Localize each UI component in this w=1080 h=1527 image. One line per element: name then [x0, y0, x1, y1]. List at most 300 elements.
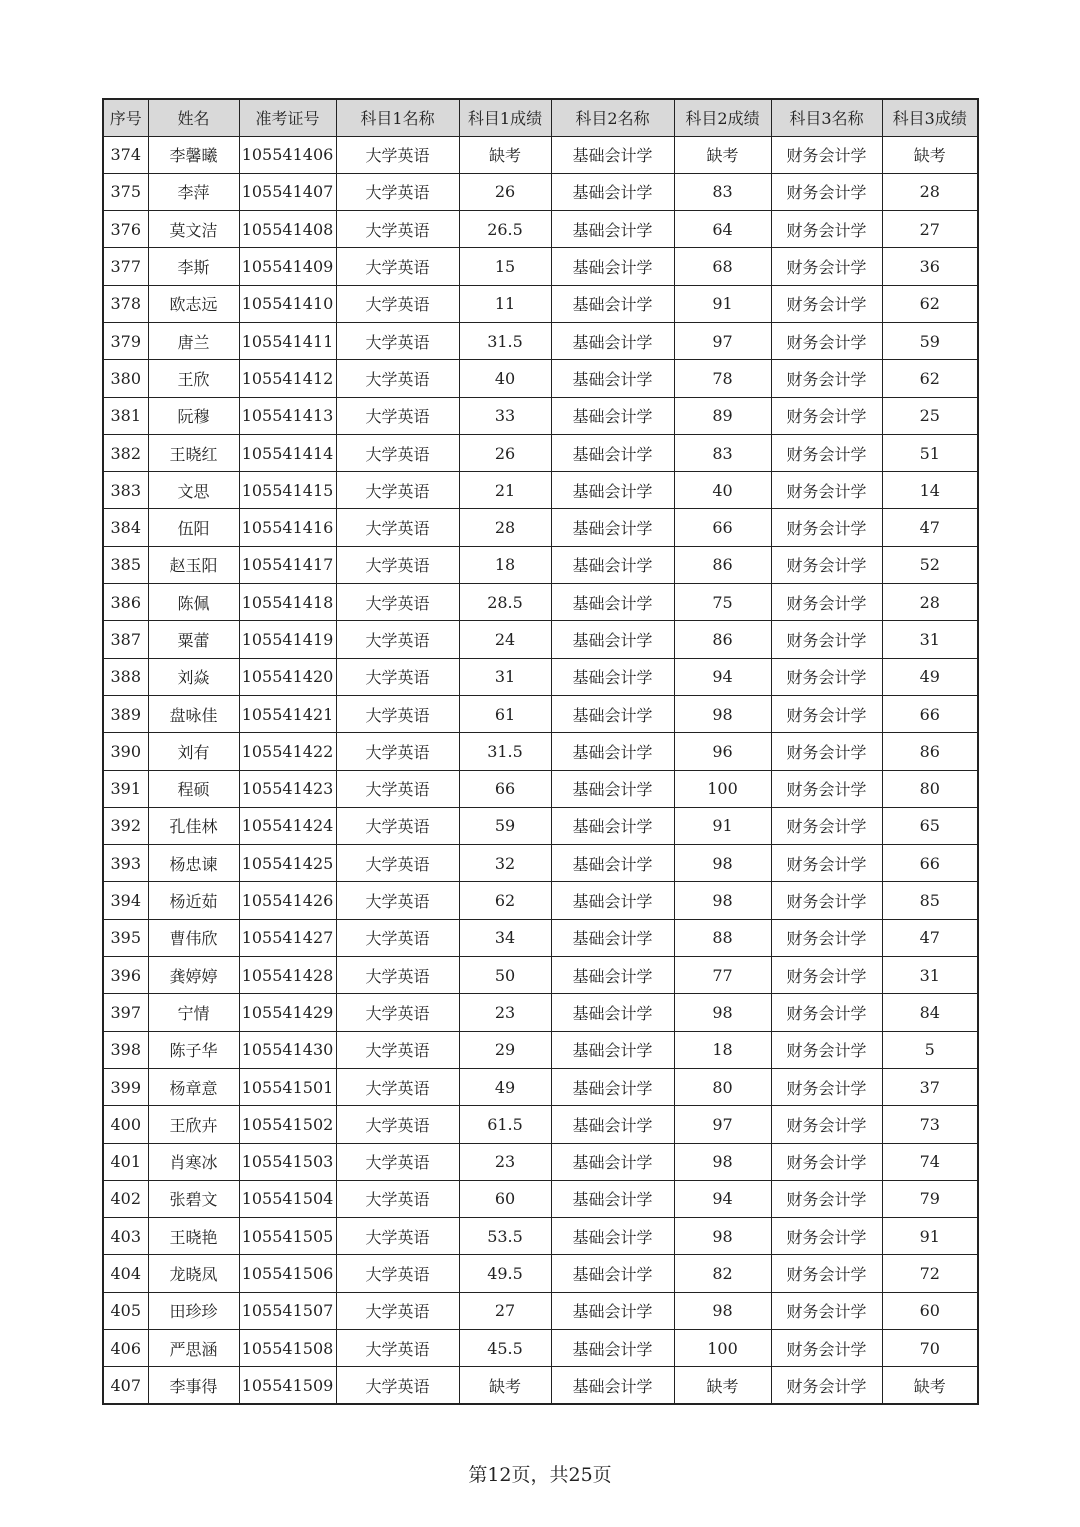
cell-subject3-name: 财务会计学 — [771, 1068, 882, 1105]
cell-subject2-name: 基础会计学 — [551, 919, 674, 956]
cell-subject2-name: 基础会计学 — [551, 434, 674, 471]
cell-subject2-score: 缺考 — [674, 136, 771, 173]
cell-subject3-name: 财务会计学 — [771, 509, 882, 546]
cell-exam-id: 105541411 — [239, 322, 336, 359]
cell-exam-id: 105541425 — [239, 845, 336, 882]
cell-subject2-score: 86 — [674, 546, 771, 583]
cell-name: 龙晓凤 — [148, 1255, 239, 1292]
cell-exam-id: 105541421 — [239, 695, 336, 732]
cell-subject2-score: 98 — [674, 1143, 771, 1180]
cell-name: 曹伟欣 — [148, 919, 239, 956]
cell-seq: 390 — [103, 733, 148, 770]
cell-seq: 391 — [103, 770, 148, 807]
table-row — [103, 1255, 978, 1292]
cell-subject3-name: 财务会计学 — [771, 1180, 882, 1217]
cell-subject3-score: 79 — [882, 1180, 978, 1217]
header-subject2-score: 科目2成绩 — [674, 99, 771, 136]
cell-subject2-score: 91 — [674, 807, 771, 844]
cell-seq: 403 — [103, 1218, 148, 1255]
cell-subject2-name: 基础会计学 — [551, 1292, 674, 1329]
cell-subject1-score: 60 — [459, 1180, 551, 1217]
cell-subject1-name: 大学英语 — [336, 322, 459, 359]
cell-name: 李馨曦 — [148, 136, 239, 173]
cell-subject2-score: 83 — [674, 434, 771, 471]
cell-subject2-score: 77 — [674, 957, 771, 994]
cell-subject2-score: 18 — [674, 1031, 771, 1068]
header-seq: 序号 — [103, 99, 148, 136]
cell-subject1-name: 大学英语 — [336, 994, 459, 1031]
cell-subject3-score: 86 — [882, 733, 978, 770]
cell-subject1-name: 大学英语 — [336, 957, 459, 994]
cell-subject2-name: 基础会计学 — [551, 658, 674, 695]
cell-subject2-name: 基础会计学 — [551, 472, 674, 509]
cell-subject2-score: 缺考 — [674, 1367, 771, 1404]
cell-subject2-score: 83 — [674, 173, 771, 210]
cell-subject3-score: 65 — [882, 807, 978, 844]
cell-name: 杨近茹 — [148, 882, 239, 919]
cell-name: 田珍珍 — [148, 1292, 239, 1329]
cell-exam-id: 105541504 — [239, 1180, 336, 1217]
cell-exam-id: 105541406 — [239, 136, 336, 173]
table-row — [103, 1031, 978, 1068]
cell-seq: 399 — [103, 1068, 148, 1105]
cell-subject3-score: 60 — [882, 1292, 978, 1329]
cell-subject2-score: 98 — [674, 994, 771, 1031]
cell-subject1-name: 大学英语 — [336, 434, 459, 471]
cell-subject2-score: 88 — [674, 919, 771, 956]
cell-subject3-name: 财务会计学 — [771, 211, 882, 248]
cell-subject1-score: 49.5 — [459, 1255, 551, 1292]
cell-subject1-score: 23 — [459, 994, 551, 1031]
cell-subject2-score: 97 — [674, 1106, 771, 1143]
cell-seq: 387 — [103, 621, 148, 658]
table-row — [103, 211, 978, 248]
cell-subject2-score: 100 — [674, 770, 771, 807]
cell-seq: 393 — [103, 845, 148, 882]
cell-subject3-name: 财务会计学 — [771, 360, 882, 397]
table-row — [103, 994, 978, 1031]
cell-subject1-score: 66 — [459, 770, 551, 807]
table-row — [103, 882, 978, 919]
table-row — [103, 584, 978, 621]
cell-subject2-score: 78 — [674, 360, 771, 397]
cell-subject2-score: 75 — [674, 584, 771, 621]
cell-subject3-name: 财务会计学 — [771, 1143, 882, 1180]
cell-subject3-name: 财务会计学 — [771, 882, 882, 919]
table-row — [103, 285, 978, 322]
cell-subject2-score: 66 — [674, 509, 771, 546]
cell-subject3-name: 财务会计学 — [771, 1367, 882, 1404]
cell-seq: 379 — [103, 322, 148, 359]
cell-name: 唐兰 — [148, 322, 239, 359]
cell-subject1-name: 大学英语 — [336, 1367, 459, 1404]
cell-subject1-name: 大学英语 — [336, 882, 459, 919]
cell-subject3-score: 85 — [882, 882, 978, 919]
cell-subject3-score: 49 — [882, 658, 978, 695]
cell-subject2-name: 基础会计学 — [551, 695, 674, 732]
cell-seq: 389 — [103, 695, 148, 732]
cell-subject1-name: 大学英语 — [336, 695, 459, 732]
table-row — [103, 1180, 978, 1217]
cell-subject1-name: 大学英语 — [336, 136, 459, 173]
header-exam-id: 准考证号 — [239, 99, 336, 136]
cell-subject1-score: 62 — [459, 882, 551, 919]
cell-subject2-score: 64 — [674, 211, 771, 248]
cell-subject3-name: 财务会计学 — [771, 285, 882, 322]
cell-subject1-score: 53.5 — [459, 1218, 551, 1255]
cell-subject2-score: 98 — [674, 845, 771, 882]
table-row — [103, 919, 978, 956]
cell-subject1-name: 大学英语 — [336, 1106, 459, 1143]
cell-subject3-name: 财务会计学 — [771, 919, 882, 956]
cell-subject3-score: 73 — [882, 1106, 978, 1143]
cell-subject1-score: 40 — [459, 360, 551, 397]
cell-subject3-score: 80 — [882, 770, 978, 807]
cell-name: 杨章意 — [148, 1068, 239, 1105]
cell-subject2-name: 基础会计学 — [551, 994, 674, 1031]
table-row — [103, 658, 978, 695]
cell-subject2-score: 97 — [674, 322, 771, 359]
cell-subject1-name: 大学英语 — [336, 621, 459, 658]
header-subject1-score: 科目1成绩 — [459, 99, 551, 136]
cell-seq: 375 — [103, 173, 148, 210]
cell-seq: 405 — [103, 1292, 148, 1329]
cell-subject2-score: 94 — [674, 1180, 771, 1217]
cell-subject2-name: 基础会计学 — [551, 1143, 674, 1180]
cell-subject1-score: 缺考 — [459, 1367, 551, 1404]
cell-subject3-name: 财务会计学 — [771, 994, 882, 1031]
cell-subject2-name: 基础会计学 — [551, 509, 674, 546]
cell-subject1-name: 大学英语 — [336, 1143, 459, 1180]
cell-subject1-score: 49 — [459, 1068, 551, 1105]
table-row — [103, 360, 978, 397]
cell-name: 莫文洁 — [148, 211, 239, 248]
cell-subject3-score: 28 — [882, 584, 978, 621]
cell-subject3-name: 财务会计学 — [771, 621, 882, 658]
cell-subject3-name: 财务会计学 — [771, 248, 882, 285]
cell-exam-id: 105541417 — [239, 546, 336, 583]
cell-subject1-name: 大学英语 — [336, 397, 459, 434]
cell-exam-id: 105541424 — [239, 807, 336, 844]
cell-subject3-name: 财务会计学 — [771, 1292, 882, 1329]
cell-subject2-score: 94 — [674, 658, 771, 695]
cell-subject3-score: 28 — [882, 173, 978, 210]
cell-subject2-name: 基础会计学 — [551, 621, 674, 658]
cell-subject3-score: 66 — [882, 845, 978, 882]
cell-exam-id: 105541426 — [239, 882, 336, 919]
cell-subject3-name: 财务会计学 — [771, 1255, 882, 1292]
cell-subject2-score: 89 — [674, 397, 771, 434]
cell-exam-id: 105541430 — [239, 1031, 336, 1068]
cell-seq: 386 — [103, 584, 148, 621]
cell-seq: 397 — [103, 994, 148, 1031]
cell-subject1-score: 18 — [459, 546, 551, 583]
cell-name: 陈佩 — [148, 584, 239, 621]
cell-subject2-name: 基础会计学 — [551, 807, 674, 844]
cell-subject1-score: 29 — [459, 1031, 551, 1068]
cell-subject3-score: 缺考 — [882, 1367, 978, 1404]
table-row — [103, 1367, 978, 1404]
score-table — [102, 98, 979, 1405]
cell-subject3-score: 14 — [882, 472, 978, 509]
cell-subject1-score: 33 — [459, 397, 551, 434]
cell-name: 李事得 — [148, 1367, 239, 1404]
cell-seq: 385 — [103, 546, 148, 583]
cell-subject1-name: 大学英语 — [336, 211, 459, 248]
cell-name: 赵玉阳 — [148, 546, 239, 583]
cell-name: 粟蕾 — [148, 621, 239, 658]
cell-subject1-score: 31 — [459, 658, 551, 695]
cell-name: 阮穆 — [148, 397, 239, 434]
cell-exam-id: 105541428 — [239, 957, 336, 994]
cell-subject2-score: 40 — [674, 472, 771, 509]
table-row — [103, 621, 978, 658]
cell-seq: 384 — [103, 509, 148, 546]
cell-subject3-score: 84 — [882, 994, 978, 1031]
cell-name: 杨忠谏 — [148, 845, 239, 882]
cell-subject1-name: 大学英语 — [336, 248, 459, 285]
cell-subject1-score: 11 — [459, 285, 551, 322]
cell-seq: 374 — [103, 136, 148, 173]
cell-subject1-name: 大学英语 — [336, 173, 459, 210]
cell-exam-id: 105541410 — [239, 285, 336, 322]
cell-subject2-name: 基础会计学 — [551, 1068, 674, 1105]
cell-exam-id: 105541509 — [239, 1367, 336, 1404]
cell-subject2-name: 基础会计学 — [551, 1218, 674, 1255]
cell-subject3-name: 财务会计学 — [771, 807, 882, 844]
cell-seq: 404 — [103, 1255, 148, 1292]
table-row — [103, 1292, 978, 1329]
table-body — [103, 136, 978, 1404]
header-row — [103, 99, 978, 136]
cell-name: 李斯 — [148, 248, 239, 285]
cell-exam-id: 105541503 — [239, 1143, 336, 1180]
cell-seq: 396 — [103, 957, 148, 994]
cell-subject2-score: 98 — [674, 1218, 771, 1255]
cell-subject3-name: 财务会计学 — [771, 434, 882, 471]
cell-subject3-score: 91 — [882, 1218, 978, 1255]
cell-exam-id: 105541416 — [239, 509, 336, 546]
cell-seq: 394 — [103, 882, 148, 919]
cell-exam-id: 105541419 — [239, 621, 336, 658]
cell-subject1-score: 31.5 — [459, 733, 551, 770]
cell-subject1-score: 26 — [459, 173, 551, 210]
cell-subject3-name: 财务会计学 — [771, 322, 882, 359]
cell-subject3-score: 70 — [882, 1330, 978, 1367]
cell-subject3-score: 缺考 — [882, 136, 978, 173]
cell-subject2-name: 基础会计学 — [551, 770, 674, 807]
cell-subject3-name: 财务会计学 — [771, 136, 882, 173]
cell-subject2-score: 68 — [674, 248, 771, 285]
cell-subject1-score: 32 — [459, 845, 551, 882]
cell-subject2-name: 基础会计学 — [551, 136, 674, 173]
cell-name: 欧志远 — [148, 285, 239, 322]
table-row — [103, 1143, 978, 1180]
cell-subject1-score: 24 — [459, 621, 551, 658]
cell-subject3-score: 62 — [882, 360, 978, 397]
cell-subject1-name: 大学英语 — [336, 584, 459, 621]
cell-subject1-name: 大学英语 — [336, 1292, 459, 1329]
cell-exam-id: 105541508 — [239, 1330, 336, 1367]
cell-seq: 406 — [103, 1330, 148, 1367]
cell-subject1-name: 大学英语 — [336, 770, 459, 807]
table-row — [103, 770, 978, 807]
cell-subject2-score: 82 — [674, 1255, 771, 1292]
cell-subject3-score: 47 — [882, 509, 978, 546]
cell-exam-id: 105541420 — [239, 658, 336, 695]
table-row — [103, 1106, 978, 1143]
cell-subject1-score: 45.5 — [459, 1330, 551, 1367]
cell-subject1-score: 28.5 — [459, 584, 551, 621]
cell-subject3-score: 31 — [882, 621, 978, 658]
cell-subject3-name: 财务会计学 — [771, 1106, 882, 1143]
cell-subject3-name: 财务会计学 — [771, 695, 882, 732]
cell-subject3-name: 财务会计学 — [771, 658, 882, 695]
cell-subject2-name: 基础会计学 — [551, 1367, 674, 1404]
cell-subject1-name: 大学英语 — [336, 472, 459, 509]
cell-subject1-name: 大学英语 — [336, 845, 459, 882]
cell-subject3-name: 财务会计学 — [771, 1218, 882, 1255]
cell-subject2-name: 基础会计学 — [551, 584, 674, 621]
cell-subject1-score: 28 — [459, 509, 551, 546]
cell-subject3-score: 27 — [882, 211, 978, 248]
cell-subject3-score: 25 — [882, 397, 978, 434]
cell-subject3-score: 5 — [882, 1031, 978, 1068]
cell-subject2-name: 基础会计学 — [551, 248, 674, 285]
cell-exam-id: 105541407 — [239, 173, 336, 210]
cell-subject1-score: 34 — [459, 919, 551, 956]
cell-subject2-name: 基础会计学 — [551, 397, 674, 434]
cell-seq: 398 — [103, 1031, 148, 1068]
cell-subject2-name: 基础会计学 — [551, 360, 674, 397]
cell-exam-id: 105541506 — [239, 1255, 336, 1292]
cell-exam-id: 105541501 — [239, 1068, 336, 1105]
header-subject3-score: 科目3成绩 — [882, 99, 978, 136]
cell-seq: 400 — [103, 1106, 148, 1143]
cell-subject1-name: 大学英语 — [336, 1330, 459, 1367]
cell-name: 李萍 — [148, 173, 239, 210]
cell-seq: 383 — [103, 472, 148, 509]
cell-subject3-score: 47 — [882, 919, 978, 956]
cell-subject2-name: 基础会计学 — [551, 546, 674, 583]
cell-name: 盘咏佳 — [148, 695, 239, 732]
cell-seq: 392 — [103, 807, 148, 844]
cell-subject1-score: 21 — [459, 472, 551, 509]
cell-subject1-score: 15 — [459, 248, 551, 285]
cell-exam-id: 105541505 — [239, 1218, 336, 1255]
cell-exam-id: 105541409 — [239, 248, 336, 285]
cell-subject3-score: 66 — [882, 695, 978, 732]
cell-subject3-score: 37 — [882, 1068, 978, 1105]
cell-subject3-score: 72 — [882, 1255, 978, 1292]
cell-subject2-name: 基础会计学 — [551, 1180, 674, 1217]
cell-exam-id: 105541422 — [239, 733, 336, 770]
cell-subject2-name: 基础会计学 — [551, 882, 674, 919]
cell-subject1-name: 大学英语 — [336, 733, 459, 770]
cell-name: 王晓红 — [148, 434, 239, 471]
cell-subject1-name: 大学英语 — [336, 285, 459, 322]
cell-name: 肖寒冰 — [148, 1143, 239, 1180]
cell-subject2-name: 基础会计学 — [551, 211, 674, 248]
cell-seq: 376 — [103, 211, 148, 248]
cell-subject2-score: 98 — [674, 695, 771, 732]
header-name: 姓名 — [148, 99, 239, 136]
cell-seq: 388 — [103, 658, 148, 695]
cell-subject2-name: 基础会计学 — [551, 173, 674, 210]
cell-name: 陈子华 — [148, 1031, 239, 1068]
cell-subject1-score: 59 — [459, 807, 551, 844]
cell-subject2-score: 98 — [674, 882, 771, 919]
cell-subject2-name: 基础会计学 — [551, 1330, 674, 1367]
cell-exam-id: 105541412 — [239, 360, 336, 397]
cell-subject1-name: 大学英语 — [336, 919, 459, 956]
table-row — [103, 957, 978, 994]
cell-subject3-name: 财务会计学 — [771, 1330, 882, 1367]
cell-subject1-score: 61.5 — [459, 1106, 551, 1143]
header-subject3-name: 科目3名称 — [771, 99, 882, 136]
cell-subject3-name: 财务会计学 — [771, 546, 882, 583]
cell-subject2-name: 基础会计学 — [551, 322, 674, 359]
cell-subject3-name: 财务会计学 — [771, 584, 882, 621]
cell-subject2-name: 基础会计学 — [551, 1106, 674, 1143]
table-row — [103, 733, 978, 770]
cell-seq: 402 — [103, 1180, 148, 1217]
cell-subject3-name: 财务会计学 — [771, 957, 882, 994]
cell-subject1-name: 大学英语 — [336, 1180, 459, 1217]
cell-subject1-name: 大学英语 — [336, 658, 459, 695]
cell-subject3-name: 财务会计学 — [771, 1031, 882, 1068]
table-row — [103, 472, 978, 509]
cell-seq: 395 — [103, 919, 148, 956]
cell-subject1-score: 26.5 — [459, 211, 551, 248]
cell-subject2-score: 100 — [674, 1330, 771, 1367]
cell-subject1-name: 大学英语 — [336, 1255, 459, 1292]
cell-subject1-name: 大学英语 — [336, 1031, 459, 1068]
cell-subject3-score: 62 — [882, 285, 978, 322]
table-row — [103, 807, 978, 844]
table-row — [103, 509, 978, 546]
cell-subject1-name: 大学英语 — [336, 360, 459, 397]
cell-exam-id: 105541415 — [239, 472, 336, 509]
cell-subject2-name: 基础会计学 — [551, 845, 674, 882]
cell-subject2-name: 基础会计学 — [551, 733, 674, 770]
cell-subject2-name: 基础会计学 — [551, 1255, 674, 1292]
cell-subject2-score: 86 — [674, 621, 771, 658]
cell-name: 刘焱 — [148, 658, 239, 695]
cell-seq: 382 — [103, 434, 148, 471]
table-header — [103, 99, 978, 136]
cell-subject1-score: 61 — [459, 695, 551, 732]
header-subject1-name: 科目1名称 — [336, 99, 459, 136]
cell-exam-id: 105541427 — [239, 919, 336, 956]
cell-name: 宁情 — [148, 994, 239, 1031]
cell-subject1-score: 50 — [459, 957, 551, 994]
cell-exam-id: 105541408 — [239, 211, 336, 248]
cell-subject3-name: 财务会计学 — [771, 733, 882, 770]
cell-subject1-name: 大学英语 — [336, 546, 459, 583]
cell-name: 王欣卉 — [148, 1106, 239, 1143]
header-subject2-name: 科目2名称 — [551, 99, 674, 136]
cell-subject2-score: 91 — [674, 285, 771, 322]
cell-name: 龚婷婷 — [148, 957, 239, 994]
cell-exam-id: 105541418 — [239, 584, 336, 621]
cell-subject3-score: 74 — [882, 1143, 978, 1180]
cell-seq: 377 — [103, 248, 148, 285]
cell-seq: 381 — [103, 397, 148, 434]
cell-seq: 378 — [103, 285, 148, 322]
cell-subject1-score: 27 — [459, 1292, 551, 1329]
cell-subject1-score: 23 — [459, 1143, 551, 1180]
